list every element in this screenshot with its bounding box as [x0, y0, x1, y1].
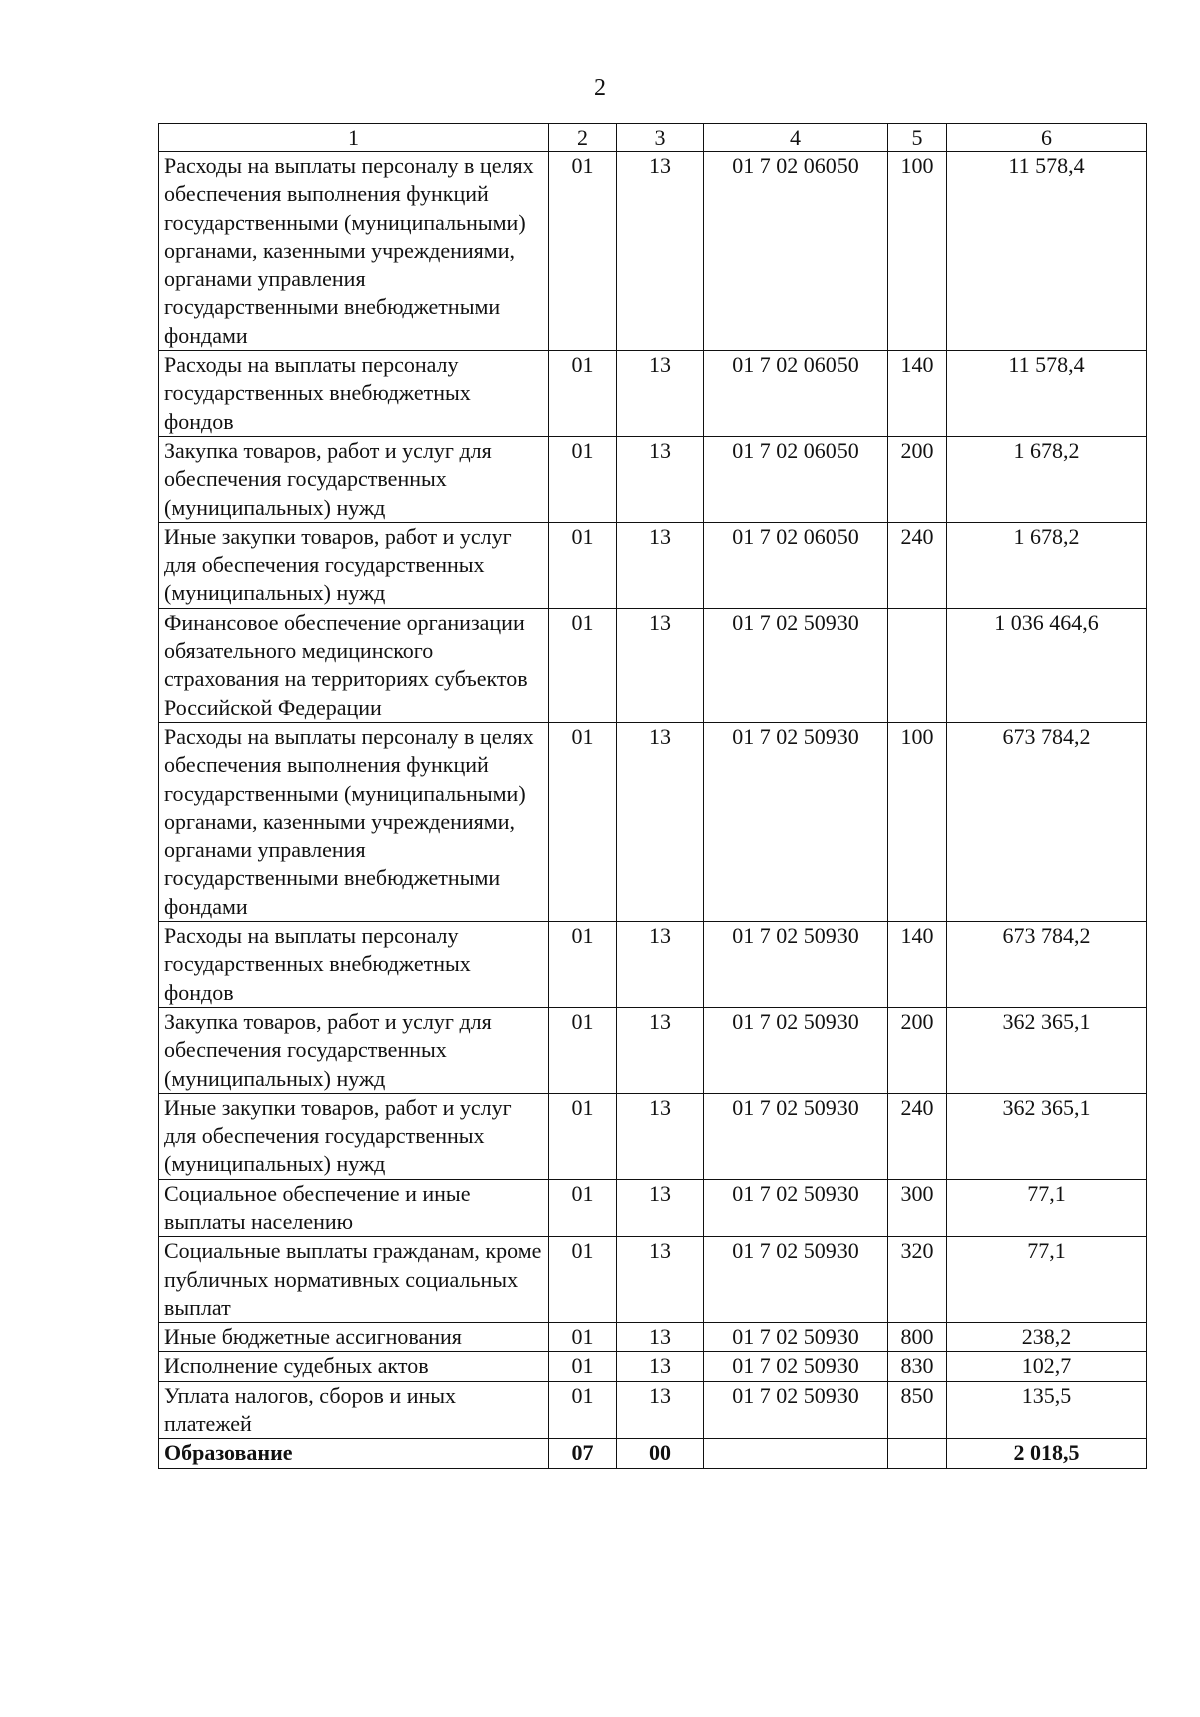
row-sum-cell: 673 784,2 [947, 722, 1147, 921]
row-code-cell: 01 7 02 50930 [704, 1007, 888, 1093]
row-subsection-cell: 13 [617, 1381, 704, 1439]
row-type-cell: 100 [888, 722, 947, 921]
row-name-cell: Расходы на выплаты персоналу в целях обеспечения выполнения функций государственными (муниципальными) органами, казенными учреждениями, органами управления государственными внебюджетными фондами [159, 722, 549, 921]
row-sum-cell: 77,1 [947, 1179, 1147, 1237]
row-type-cell [888, 608, 947, 722]
row-type-cell: 800 [888, 1323, 947, 1352]
row-type-cell: 300 [888, 1179, 947, 1237]
row-code-cell: 01 7 02 50930 [704, 1323, 888, 1352]
row-section-cell: 01 [549, 1093, 617, 1179]
row-section-cell: 01 [549, 1179, 617, 1237]
row-name-cell: Расходы на выплаты персоналу государственных внебюджетных фондов [159, 351, 549, 437]
row-code-cell: 01 7 02 50930 [704, 1381, 888, 1439]
row-code-cell: 01 7 02 06050 [704, 152, 888, 351]
row-code-cell: 01 7 02 06050 [704, 351, 888, 437]
table-row [159, 1237, 1147, 1323]
row-name-cell: Расходы на выплаты персоналу государственных внебюджетных фондов [159, 922, 549, 1008]
row-subsection-cell: 13 [617, 152, 704, 351]
row-subsection-cell: 13 [617, 351, 704, 437]
budget-table [158, 123, 1147, 1469]
row-code-cell: 01 7 02 50930 [704, 722, 888, 921]
row-sum-cell: 102,7 [947, 1352, 1147, 1381]
table-row [159, 1093, 1147, 1179]
row-subsection-cell: 13 [617, 436, 704, 522]
column-header-4: 4 [704, 124, 888, 152]
row-name-cell: Исполнение судебных актов [159, 1352, 549, 1381]
row-name-cell: Закупка товаров, работ и услуг для обеспечения государственных (муниципальных) нужд [159, 436, 549, 522]
row-name-cell: Расходы на выплаты персоналу в целях обеспечения выполнения функций государственными (муниципальными) органами, казенными учреждениями, органами управления государственными внебюджетными фондами [159, 152, 549, 351]
row-code-cell: 01 7 02 50930 [704, 1179, 888, 1237]
column-header-1: 1 [159, 124, 549, 152]
row-section-cell: 01 [549, 436, 617, 522]
row-section-cell: 01 [549, 1323, 617, 1352]
row-subsection-cell: 13 [617, 722, 704, 921]
row-name-cell: Иные закупки товаров, работ и услуг для обеспечения государственных (муниципальных) нужд [159, 522, 549, 608]
table-row [159, 436, 1147, 522]
row-section-cell: 01 [549, 351, 617, 437]
row-sum-cell: 362 365,1 [947, 1007, 1147, 1093]
row-sum-cell: 11 578,4 [947, 351, 1147, 437]
row-type-cell: 200 [888, 436, 947, 522]
row-subsection-cell: 13 [617, 1323, 704, 1352]
row-code-cell: 01 7 02 06050 [704, 436, 888, 522]
row-type-cell: 830 [888, 1352, 947, 1381]
column-header-6: 6 [947, 124, 1147, 152]
row-section-cell: 01 [549, 522, 617, 608]
table-row [159, 1439, 1147, 1468]
row-section-cell: 01 [549, 1007, 617, 1093]
table-row [159, 351, 1147, 437]
table-row [159, 722, 1147, 921]
table-row [159, 1323, 1147, 1352]
page-number: 2 [594, 75, 606, 101]
row-name-cell: Финансовое обеспечение организации обязательного медицинского страхования на территориях субъектов Российской Федерации [159, 608, 549, 722]
row-name-cell: Образование [159, 1439, 549, 1468]
row-subsection-cell: 13 [617, 1179, 704, 1237]
column-header-2: 2 [549, 124, 617, 152]
row-type-cell: 100 [888, 152, 947, 351]
row-sum-cell: 673 784,2 [947, 922, 1147, 1008]
row-code-cell: 01 7 02 50930 [704, 1352, 888, 1381]
row-section-cell: 07 [549, 1439, 617, 1468]
row-section-cell: 01 [549, 152, 617, 351]
row-name-cell: Закупка товаров, работ и услуг для обеспечения государственных (муниципальных) нужд [159, 1007, 549, 1093]
row-code-cell: 01 7 02 50930 [704, 608, 888, 722]
row-subsection-cell: 00 [617, 1439, 704, 1468]
row-sum-cell: 238,2 [947, 1323, 1147, 1352]
row-name-cell: Социальное обеспечение и иные выплаты населению [159, 1179, 549, 1237]
row-subsection-cell: 13 [617, 608, 704, 722]
row-name-cell: Иные бюджетные ассигнования [159, 1323, 549, 1352]
row-type-cell: 240 [888, 1093, 947, 1179]
table-body [159, 124, 1147, 1469]
row-code-cell [704, 1439, 888, 1468]
column-header-5: 5 [888, 124, 947, 152]
row-sum-cell: 1 036 464,6 [947, 608, 1147, 722]
row-sum-cell: 77,1 [947, 1237, 1147, 1323]
row-section-cell: 01 [549, 608, 617, 722]
row-section-cell: 01 [549, 1352, 617, 1381]
row-code-cell: 01 7 02 50930 [704, 1093, 888, 1179]
table-row [159, 522, 1147, 608]
table-row [159, 1381, 1147, 1439]
row-type-cell: 200 [888, 1007, 947, 1093]
row-subsection-cell: 13 [617, 522, 704, 608]
row-section-cell: 01 [549, 922, 617, 1008]
row-name-cell: Социальные выплаты гражданам, кроме публичных нормативных социальных выплат [159, 1237, 549, 1323]
row-sum-cell: 1 678,2 [947, 436, 1147, 522]
table-row [159, 1007, 1147, 1093]
row-sum-cell: 11 578,4 [947, 152, 1147, 351]
row-sum-cell: 1 678,2 [947, 522, 1147, 608]
row-code-cell: 01 7 02 50930 [704, 922, 888, 1008]
row-subsection-cell: 13 [617, 1237, 704, 1323]
row-section-cell: 01 [549, 1237, 617, 1323]
column-header-3: 3 [617, 124, 704, 152]
table-row [159, 608, 1147, 722]
row-code-cell: 01 7 02 06050 [704, 522, 888, 608]
row-sum-cell: 2 018,5 [947, 1439, 1147, 1468]
row-subsection-cell: 13 [617, 922, 704, 1008]
row-sum-cell: 135,5 [947, 1381, 1147, 1439]
row-name-cell: Уплата налогов, сборов и иных платежей [159, 1381, 549, 1439]
row-type-cell: 320 [888, 1237, 947, 1323]
row-code-cell: 01 7 02 50930 [704, 1237, 888, 1323]
table-row [159, 152, 1147, 351]
row-name-cell: Иные закупки товаров, работ и услуг для обеспечения государственных (муниципальных) нужд [159, 1093, 549, 1179]
row-type-cell: 140 [888, 922, 947, 1008]
row-section-cell: 01 [549, 1381, 617, 1439]
row-type-cell: 140 [888, 351, 947, 437]
table-row [159, 1352, 1147, 1381]
row-type-cell: 850 [888, 1381, 947, 1439]
row-type-cell: 240 [888, 522, 947, 608]
row-subsection-cell: 13 [617, 1352, 704, 1381]
table-row [159, 1179, 1147, 1237]
row-subsection-cell: 13 [617, 1007, 704, 1093]
row-subsection-cell: 13 [617, 1093, 704, 1179]
row-sum-cell: 362 365,1 [947, 1093, 1147, 1179]
row-section-cell: 01 [549, 722, 617, 921]
table-header-row [159, 124, 1147, 152]
row-type-cell [888, 1439, 947, 1468]
table-row [159, 922, 1147, 1008]
